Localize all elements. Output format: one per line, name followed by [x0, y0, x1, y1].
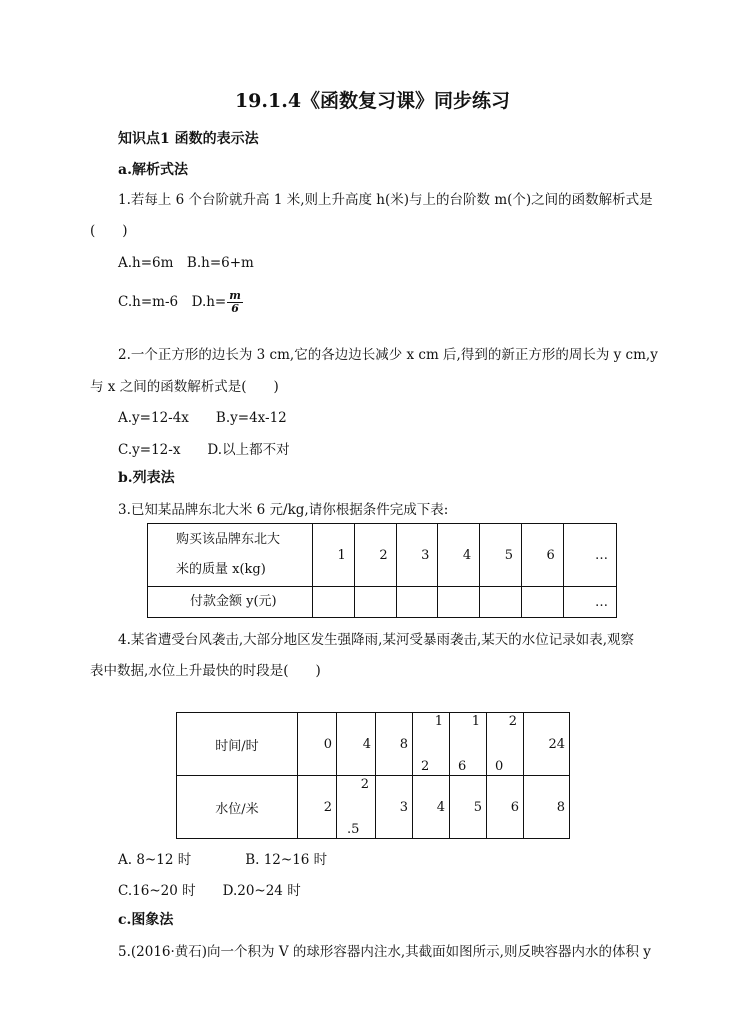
- time-split-cell: [450, 713, 487, 776]
- q1-option-c-text: C.h=m-6 D.h=: [118, 294, 227, 310]
- q3-line1: 3.已知某品牌东北大米 6 元/kg,请你根据条件完成下表:: [118, 502, 449, 518]
- mass-value-cell: 6: [521, 524, 563, 587]
- table-row: [148, 524, 617, 587]
- q4-options-ab: A. 8~12 时 B. 12~16 时: [118, 852, 328, 868]
- mass-value-cell: …: [563, 524, 616, 587]
- rice-price-table: [147, 523, 617, 618]
- level-value-cell: 3: [376, 776, 413, 839]
- section-a-heading: a.解析式法: [118, 162, 188, 178]
- table-row: [148, 587, 617, 618]
- time-split-top: 1: [471, 714, 480, 729]
- q1-line2: ( ): [90, 223, 128, 239]
- q4-line2: 表中数据,水位上升最快的时段是( ): [90, 663, 321, 679]
- table-row: [177, 713, 570, 776]
- section-b-heading: b.列表法: [118, 470, 175, 486]
- mass-value-cell: 3: [396, 524, 438, 587]
- level-value-cell: 4: [413, 776, 450, 839]
- time-value-cell: 8: [376, 713, 413, 776]
- level-value-cell: 2: [298, 776, 337, 839]
- q1-line1: 1.若每上 6 个台阶就升高 1 米,则上升高度 h(米)与上的台阶数 m(个)之间的函数解析式是: [118, 192, 653, 208]
- mass-header-line2: 米的质量 x(kg): [176, 562, 266, 577]
- time-split-bottom: 6: [458, 759, 467, 774]
- time-split-bottom: 0: [495, 759, 504, 774]
- time-split-cell: [487, 713, 524, 776]
- water-level-table: [176, 712, 570, 839]
- level-split-bottom: .5: [347, 822, 360, 837]
- payment-header-cell: 付款金额 y(元): [148, 587, 313, 618]
- q1-options-cd: [118, 290, 243, 315]
- level-value-cell: 6: [487, 776, 524, 839]
- payment-blank-cell: [521, 587, 563, 618]
- level-value-cell: 8: [524, 776, 570, 839]
- level-split-content: [337, 777, 375, 837]
- level-split-cell: [337, 776, 376, 839]
- time-split-top: 1: [434, 714, 443, 729]
- time-value-cell: 4: [337, 713, 376, 776]
- time-split-bottom: 2: [421, 759, 430, 774]
- q1-options-ab: A.h=6m B.h=6+m: [118, 255, 254, 271]
- mass-value-cell: 5: [480, 524, 522, 587]
- level-split-top: 2: [360, 777, 369, 792]
- knowledge-point-heading: 知识点1 函数的表示法: [118, 131, 259, 147]
- time-split-content: [450, 714, 486, 774]
- page-title: 19.1.4《函数复习课》同步练习: [234, 90, 511, 112]
- section-c-heading: c.图象法: [118, 912, 174, 928]
- time-value-cell: 0: [298, 713, 337, 776]
- time-split-cell: [413, 713, 450, 776]
- payment-blank-cell: [354, 587, 396, 618]
- time-split-content: [413, 714, 449, 774]
- time-split-content: [487, 714, 523, 774]
- payment-blank-cell: [396, 587, 438, 618]
- fraction-m-over-6: [227, 290, 243, 315]
- q4-line1: 4.某省遭受台风袭击,大部分地区发生强降雨,某河受暴雨袭击,某天的水位记录如表,观察: [118, 632, 635, 648]
- time-header-cell: 时间/时: [177, 713, 298, 776]
- mass-header-cell: [148, 524, 313, 587]
- q4-options-cd: C.16~20 时 D.20~24 时: [118, 883, 301, 899]
- q2-line2: 与 x 之间的函数解析式是( ): [90, 379, 279, 395]
- time-split-top: 2: [508, 714, 517, 729]
- mass-value-cell: 1: [313, 524, 355, 587]
- mass-value-cell: 2: [354, 524, 396, 587]
- q2-options-cd: C.y=12-x D.以上都不对: [118, 442, 290, 458]
- table-row: [177, 776, 570, 839]
- q2-options-ab: A.y=12-4x B.y=4x-12: [118, 410, 287, 426]
- payment-blank-cell: [438, 587, 480, 618]
- q2-line1: 2.一个正方形的边长为 3 cm,它的各边边长减少 x cm 后,得到的新正方形的周长为 y cm,y: [118, 347, 658, 363]
- payment-blank-cell: [313, 587, 355, 618]
- payment-value-cell: …: [563, 587, 616, 618]
- time-value-cell: 24: [524, 713, 570, 776]
- mass-value-cell: 4: [438, 524, 480, 587]
- fraction-denominator: 6: [231, 302, 239, 315]
- payment-blank-cell: [480, 587, 522, 618]
- mass-header-line1: 购买该品牌东北大: [176, 532, 281, 547]
- level-header-cell: 水位/米: [177, 776, 298, 839]
- level-value-cell: 5: [450, 776, 487, 839]
- q5-line1: 5.(2016·黄石)向一个积为 V 的球形容器内注水,其截面如图所示,则反映容器内水的体积 y: [118, 944, 651, 960]
- fraction-numerator: m: [229, 289, 241, 302]
